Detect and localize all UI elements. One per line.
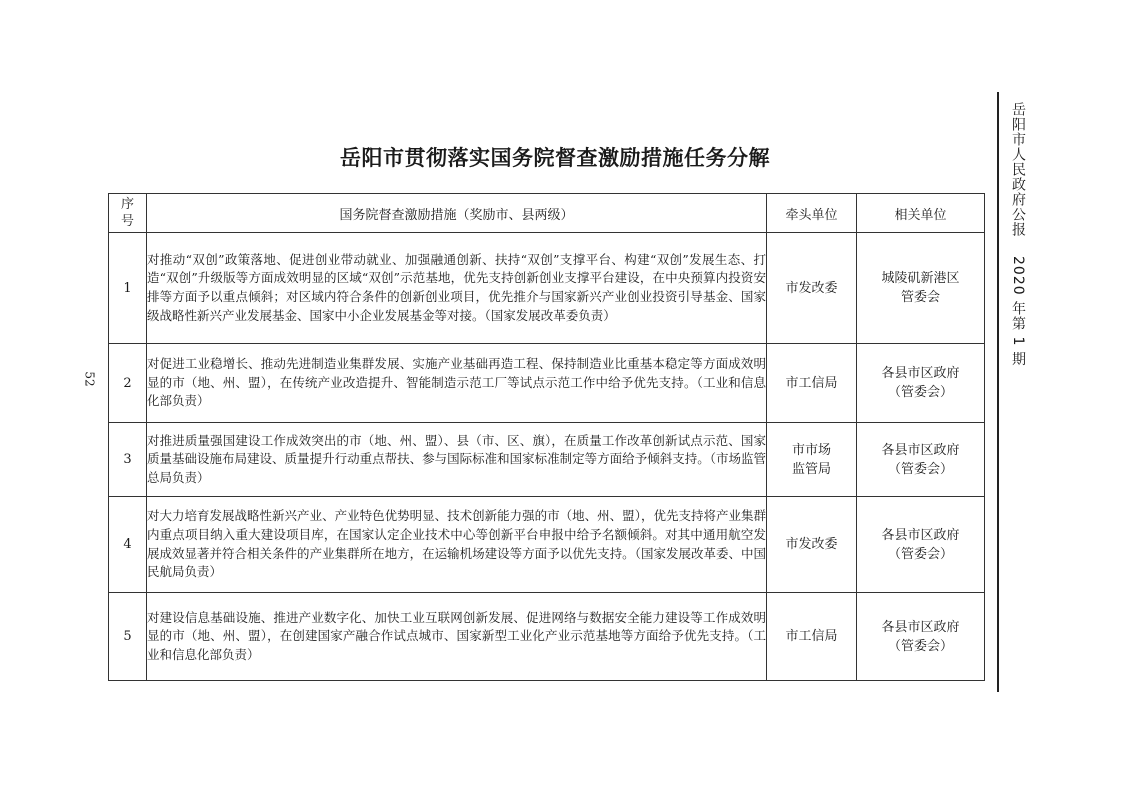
row-related-line2: （管委会） [887,638,953,654]
row-lead: 市工信局 [767,593,857,681]
row-related-line1: 各县市区政府 [881,366,960,381]
row-measure: 对大力培育发展战略性新兴产业、产业特色优势明显、技术创新能力强的市（地、州、盟），优先支持将产业集群内重点项目纳入重大建设项目库，在国家认定企业技术中心等创新平台申报中给予名额倾斜。对其中通用航空发展成效显著并符合相关条件的产业集群所在地方，在运输机场建设等方面予以优先支持。（国家发展改革委、中国民航局负责） [147,497,767,593]
row-measure: 对促进工业稳增长、推动先进制造业集群发展、实施产业基础再造工程、保持制造业比重基本稳定等方面成效明显的市（地、州、盟），在传统产业改造提升、智能制造示范工厂等试点示范工作中给予优先支持。（工业和信息化部负责） [147,344,767,423]
row-related [857,497,985,593]
page-number: 52 [82,371,97,387]
row-related-line2: （管委会） [887,385,953,400]
header-seq [109,194,147,233]
header-measure: 国务院督查激励措施（奖励市、县两级） [147,194,767,233]
row-lead-line1: 市市场 [791,442,831,458]
row-related-line2: （管委会） [887,546,953,562]
table-row [109,497,985,593]
row-lead-line2: 监管局 [791,461,831,477]
row-seq: 5 [109,593,147,681]
row-lead: 市发改委 [767,233,857,344]
row-measure: 对推动“双创”政策落地、促进创业带动就业、加强融通创新、扶持“双创”支撑平台、构建“双创”发展生态、打造“双创”升级版等方面成效明显的区域“双创”示范基地，优先支持创新创业支撑平台建设，在中央预算内投资安排等方面予以重点倾斜；对区域内符合条件的创新创业项目，优先推介与国家新兴产业创业投资引导基金、国家级战略性新兴产业发展基金、国家中小企业发展基金等对接。（国家发展改革委负责） [147,233,767,344]
row-related [857,233,985,344]
row-related-line2: （管委会） [887,461,953,477]
row-seq: 3 [109,423,147,497]
row-related-line1: 各县市区政府 [881,527,960,543]
document-title: 岳阳市贯彻落实国务院督查激励措施任务分解 [340,146,770,170]
table-row [109,233,985,344]
row-measure: 对建设信息基础设施、推进产业数字化、加快工业互联网创新发展、促进网络与数据安全能力建设等工作成效明显的市（地、州、盟），在创建国家产融合作试点城市、国家新型工业化产业示范基地等方面给予优先支持。（工业和信息化部负责） [147,593,767,681]
row-measure: 对推进质量强国建设工作成效突出的市（地、州、盟）、县（市、区、旗），在质量工作改革创新试点示范、国家质量基础设施布局建设、质量提升行动重点帮扶、参与国际标准和国家标准制定等方面给予倾斜支持。（市场监管总局负责） [147,423,767,497]
row-related-line2: 管委会 [900,290,940,305]
row-related-line1: 各县市区政府 [881,619,960,635]
table-header-row [109,194,985,233]
row-related [857,344,985,423]
header-lead: 牵头单位 [767,194,857,233]
row-related [857,593,985,681]
table-row [109,344,985,423]
row-lead [767,423,857,497]
running-header [1004,102,1028,381]
margin-rule [997,92,999,692]
header-seq-label: 序号 [120,197,134,229]
row-seq: 2 [109,344,147,423]
header-related: 相关单位 [857,194,985,233]
table-row [109,593,985,681]
row-related-line1: 各县市区政府 [881,442,960,458]
row-related-line1: 城陵矶新港区 [881,271,960,286]
row-related [857,423,985,497]
table-row [109,423,985,497]
issue-number: 2020 年第 1 期 [1010,256,1026,368]
row-seq: 4 [109,497,147,593]
row-lead: 市发改委 [767,497,857,593]
row-lead: 市工信局 [767,344,857,423]
row-seq: 1 [109,233,147,344]
publication-name: 岳阳市人民政府公报 [1010,102,1026,237]
task-table [108,193,985,681]
